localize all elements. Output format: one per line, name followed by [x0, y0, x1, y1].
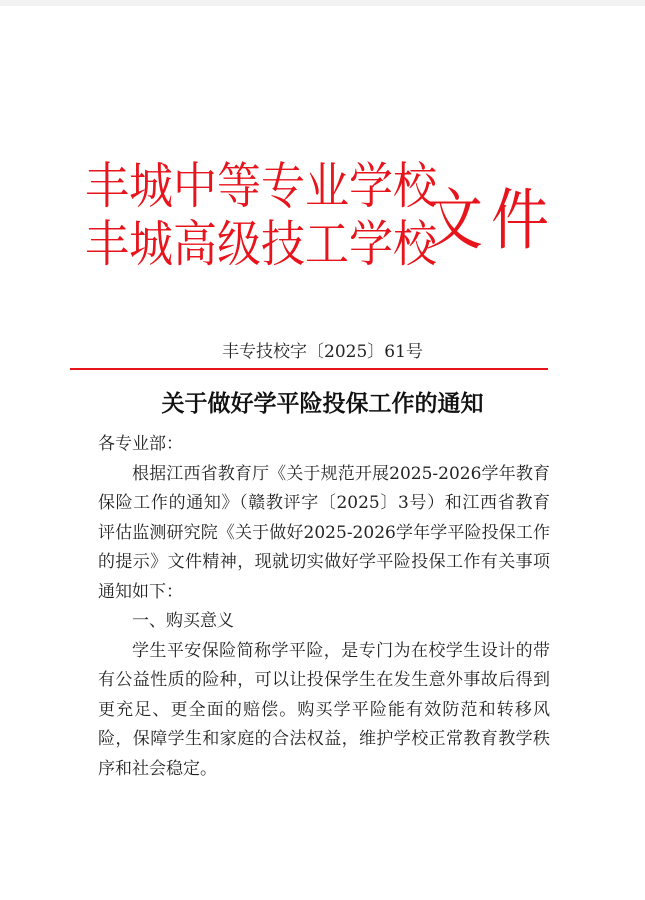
notice-title: 关于做好学平险投保工作的通知: [161, 390, 484, 417]
red-divider-line: [70, 368, 548, 370]
page-top-edge: [0, 0, 645, 6]
issuing-org-1: 丰城中等专业学校: [85, 158, 437, 216]
document-number: 丰专技校字〔2025〕61号: [222, 342, 423, 362]
issuing-org-2: 丰城高级技工学校: [85, 216, 437, 274]
salutation: 各专业部：: [98, 434, 183, 454]
section-heading: 一、购买意义: [132, 611, 234, 631]
body-paragraph: 根据江西省教育厅《关于规范开展2025-2026学年教育保险工作的通知》（赣教评字〔2025〕3号）和江西省教育评估监测研究院《关于做好2025-2026学年学平险投保工作的提示》文件精神，现就切实做好学平险投保工作有关事项通知如下：: [98, 463, 550, 602]
document-header: [85, 158, 605, 288]
body-paragraph: 学生平安保险简称学平险，是专门为在校学生设计的带有公益性质的险种，可以让投保学生在发生意外事故后得到更充足、更全面的赔偿。购买学平险能有效防范和转移风险，保障学生和家庭的合法权益，维护学校正常教育教学秩序和社会稳定。: [98, 640, 550, 779]
document-label: 文件: [425, 180, 558, 260]
document-body: [98, 430, 550, 784]
